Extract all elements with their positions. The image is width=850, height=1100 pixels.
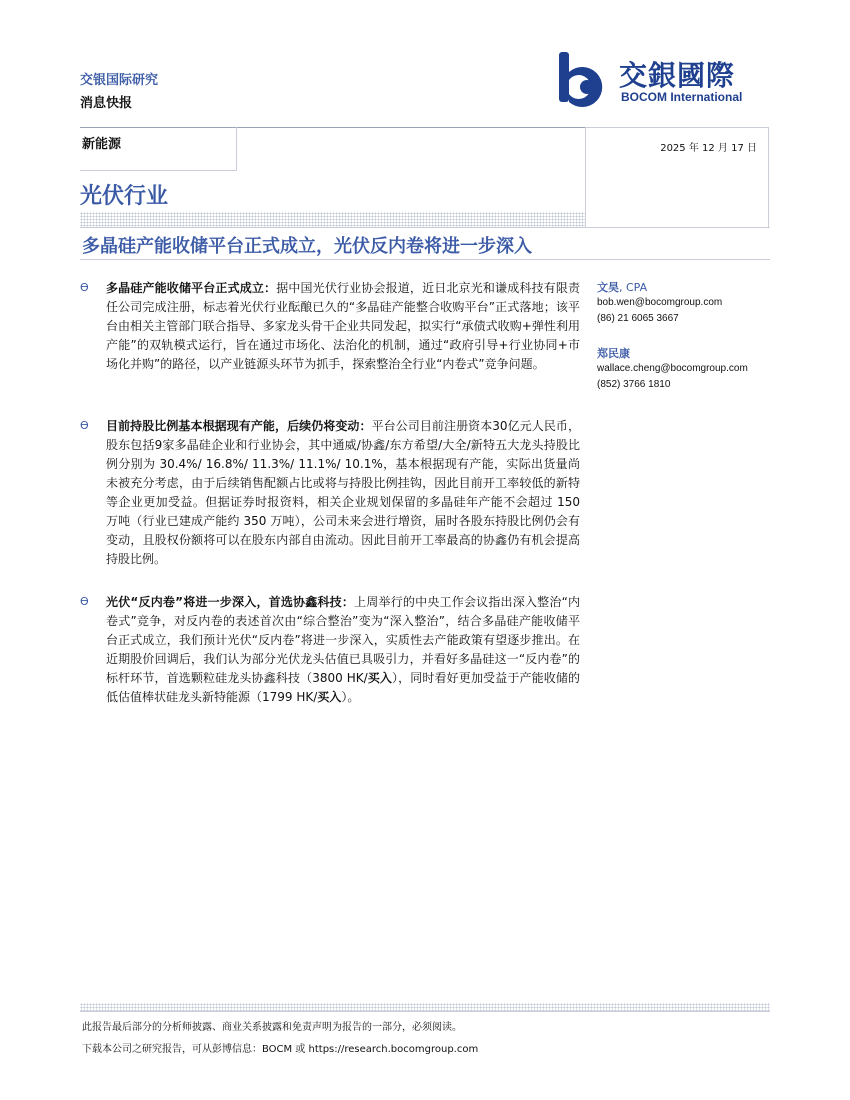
divider — [236, 127, 237, 170]
section-body: ），同时看好更加受益于产能收储的低估值棒状硅龙头新特能源（1799 HK/ — [106, 671, 580, 704]
divider — [80, 259, 770, 260]
section-paragraph — [106, 417, 580, 569]
logo-chinese-text: 交銀國際 — [619, 59, 736, 92]
decorative-dotted-band — [80, 1003, 770, 1011]
rating-buy: 买入 — [367, 671, 393, 685]
analyst-name — [597, 345, 748, 361]
section-title: 光伏“反内卷”将进一步深入，首选协鑫科技： — [106, 595, 355, 609]
industry-title: 光伏行业 — [80, 183, 169, 209]
analyst-card — [597, 279, 722, 327]
section-body: 上周举行的中央工作会议指出深入整治“内卷式”竞争，对反内卷的表述首次由“综合整治”变为“深入整治”，结合多晶硅产能收储平台正式成立，我们预计光伏“反内卷”将进一步深入，实质性去产能政策有望逐步推出。在近期股价回调后，我们认为部分光伏龙头估值已具吸引力，并看好多晶硅这一“反内卷”的标杆环节，首选颗粒硅龙头协鑫科技（3800 HK/ — [106, 595, 581, 685]
section-capacity-platform — [80, 279, 580, 374]
theta-bullet-icon: ϴ — [80, 419, 89, 432]
theta-bullet-icon: ϴ — [80, 595, 89, 608]
analyst-name-text: 文昊 — [597, 281, 619, 294]
section-body: 平台公司目前注册资本30亿元人民币，股东包括9家多晶硅企业和行业协会，其中通威/协鑫/东方希望/大全/新特五大龙头持股比例分别为 30.4%/ 16.8%/ 11.3%/ 11.1%/ 10.1%，基本根据现有产能，实际出货量尚未被充分考虑，由于后续销售配额占比或将与持股比例挂钩，因此目前开工率较低的新特等企业更加受益。但据证券时报资料，相关企业规划保留的多晶硅年产能不会超过 150 万吨（行业已建成产能约 350 万吨），公司未来会进行增资，届时各股东持股比例仍会有变动，且股权份额将可以在股东内部自由流动。因此目前开工率最高的协鑫仍有机会提高持股比例。 — [106, 419, 580, 566]
divider — [585, 127, 586, 227]
org-name: 交银国际研究 — [80, 73, 159, 88]
report-headline: 多晶硅产能收储平台正式成立，光伏反内卷将进一步深入 — [82, 236, 532, 257]
analyst-phone: (86) 21 6065 3667 — [597, 313, 679, 324]
rating-buy: 买入 — [317, 690, 342, 704]
section-body: 据中国光伏行业协会报道，近日北京光和谦成科技有限责任公司完成注册，标志着光伏行业酝酿已久的“多晶硅产能整合收购平台”正式落地；该平台由相关主管部门联合指导、多家龙头骨干企业共同发起，拟实行“承债式收购+弹性利用产能”的双轨模式运行，旨在通过市场化、法治化的机制，通过“政府引导+行业协同+市场化并购”的路径，以产业链源头环节为抓手，探索整治全行业“内卷式”竞争问题。 — [106, 281, 580, 371]
analyst-email[interactable]: bob.wen@bocomgroup.com — [597, 297, 723, 308]
divider — [585, 127, 768, 128]
logo-english-text: BOCOM International — [621, 90, 743, 104]
analyst-name — [597, 279, 722, 295]
report-type: 消息快报 — [80, 96, 133, 111]
theta-bullet-icon: ϴ — [80, 281, 89, 294]
footer-rule — [80, 1011, 770, 1012]
analyst-phone: (852) 3766 1810 — [597, 379, 671, 390]
section-shareholding — [80, 417, 580, 569]
section-body: ）。 — [341, 690, 360, 704]
section-title: 多晶硅产能收储平台正式成立： — [106, 281, 277, 295]
divider — [80, 170, 237, 171]
divider — [80, 227, 770, 228]
divider — [768, 127, 769, 227]
analyst-email[interactable]: wallace.cheng@bocomgroup.com — [597, 363, 748, 374]
bocom-logo-icon — [557, 50, 613, 108]
footer-disclaimer: 此报告最后部分的分析师披露、商业关系披露和免责声明为报告的一部分，必须阅读。 — [82, 1022, 462, 1033]
section-title: 目前持股比例基本根据现有产能，后续仍将变动： — [106, 419, 372, 433]
analyst-card — [597, 345, 748, 393]
footer-download-link[interactable]: 下载本公司之研究报告，可从彭博信息：BOCM 或 https://research.bocomgroup.com — [82, 1044, 479, 1055]
sector-label: 新能源 — [82, 137, 122, 152]
section-anti-involution — [80, 593, 580, 707]
analyst-credential: , CPA — [619, 281, 648, 294]
company-logo — [557, 50, 772, 110]
decorative-dotted-band — [80, 212, 585, 227]
section-paragraph — [106, 593, 580, 707]
report-date: 2025 年 12 月 17 日 — [660, 143, 757, 154]
section-paragraph — [106, 279, 580, 374]
analyst-name-text: 郑民康 — [597, 347, 630, 360]
top-rule — [80, 127, 585, 128]
